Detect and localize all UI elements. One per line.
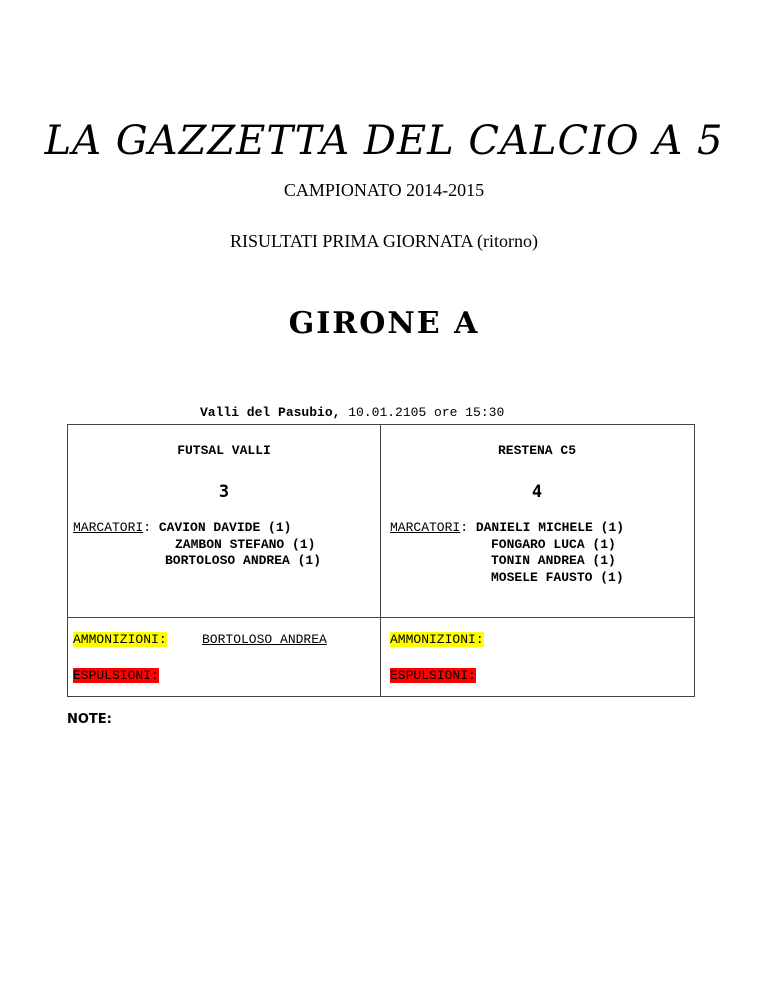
- match-report-table: [67, 424, 695, 697]
- home-scorers-label: MARCATORI: [73, 520, 144, 535]
- round-heading: RISULTATI PRIMA GIORNATA (ritorno): [230, 231, 538, 251]
- newspaper-title: LA GAZZETTA DEL CALCIO A 5: [44, 118, 724, 164]
- home-score: 3: [218, 482, 230, 502]
- home-scorers-row: MARCATORI: CAVION DAVIDE (1): [73, 520, 292, 535]
- home-expulsions-label: ESPULSIONI:: [73, 668, 159, 683]
- group-heading: GIRONE A: [288, 306, 480, 341]
- away-score: 4: [531, 482, 543, 502]
- match-datetime: 10.01.2105 ore 15:30: [340, 405, 505, 420]
- away-scorer: TONIN ANDREA (1): [491, 553, 616, 568]
- match-location-date: [200, 405, 504, 420]
- home-scorer: CAVION DAVIDE (1): [158, 520, 292, 535]
- home-scorer: BORTOLOSO ANDREA (1): [165, 553, 322, 568]
- home-team-name: FUTSAL VALLI: [177, 443, 271, 458]
- away-team-name: RESTENA C5: [497, 443, 576, 458]
- away-scorer: MOSELE FAUSTO (1): [491, 570, 624, 585]
- away-scorer: DANIELI MICHELE (1): [475, 520, 625, 535]
- away-expulsions-label: ESPULSIONI:: [390, 668, 476, 683]
- notes-label: NOTE:: [67, 712, 112, 727]
- season-heading: CAMPIONATO 2014-2015: [283, 180, 485, 200]
- home-booked-player: BORTOLOSO ANDREA: [202, 632, 327, 647]
- column-divider: [380, 425, 381, 696]
- home-bookings-label: AMMONIZIONI:: [73, 632, 167, 647]
- away-scorers-label: MARCATORI: [390, 520, 461, 535]
- home-scorer: ZAMBON STEFANO (1): [175, 537, 316, 552]
- row-divider: [68, 617, 694, 618]
- away-bookings-label: AMMONIZIONI:: [390, 632, 484, 647]
- match-place: Valli del Pasubio,: [200, 405, 341, 420]
- away-scorers-row: MARCATORI: DANIELI MICHELE (1): [390, 520, 625, 535]
- away-scorer: FONGARO LUCA (1): [491, 537, 616, 552]
